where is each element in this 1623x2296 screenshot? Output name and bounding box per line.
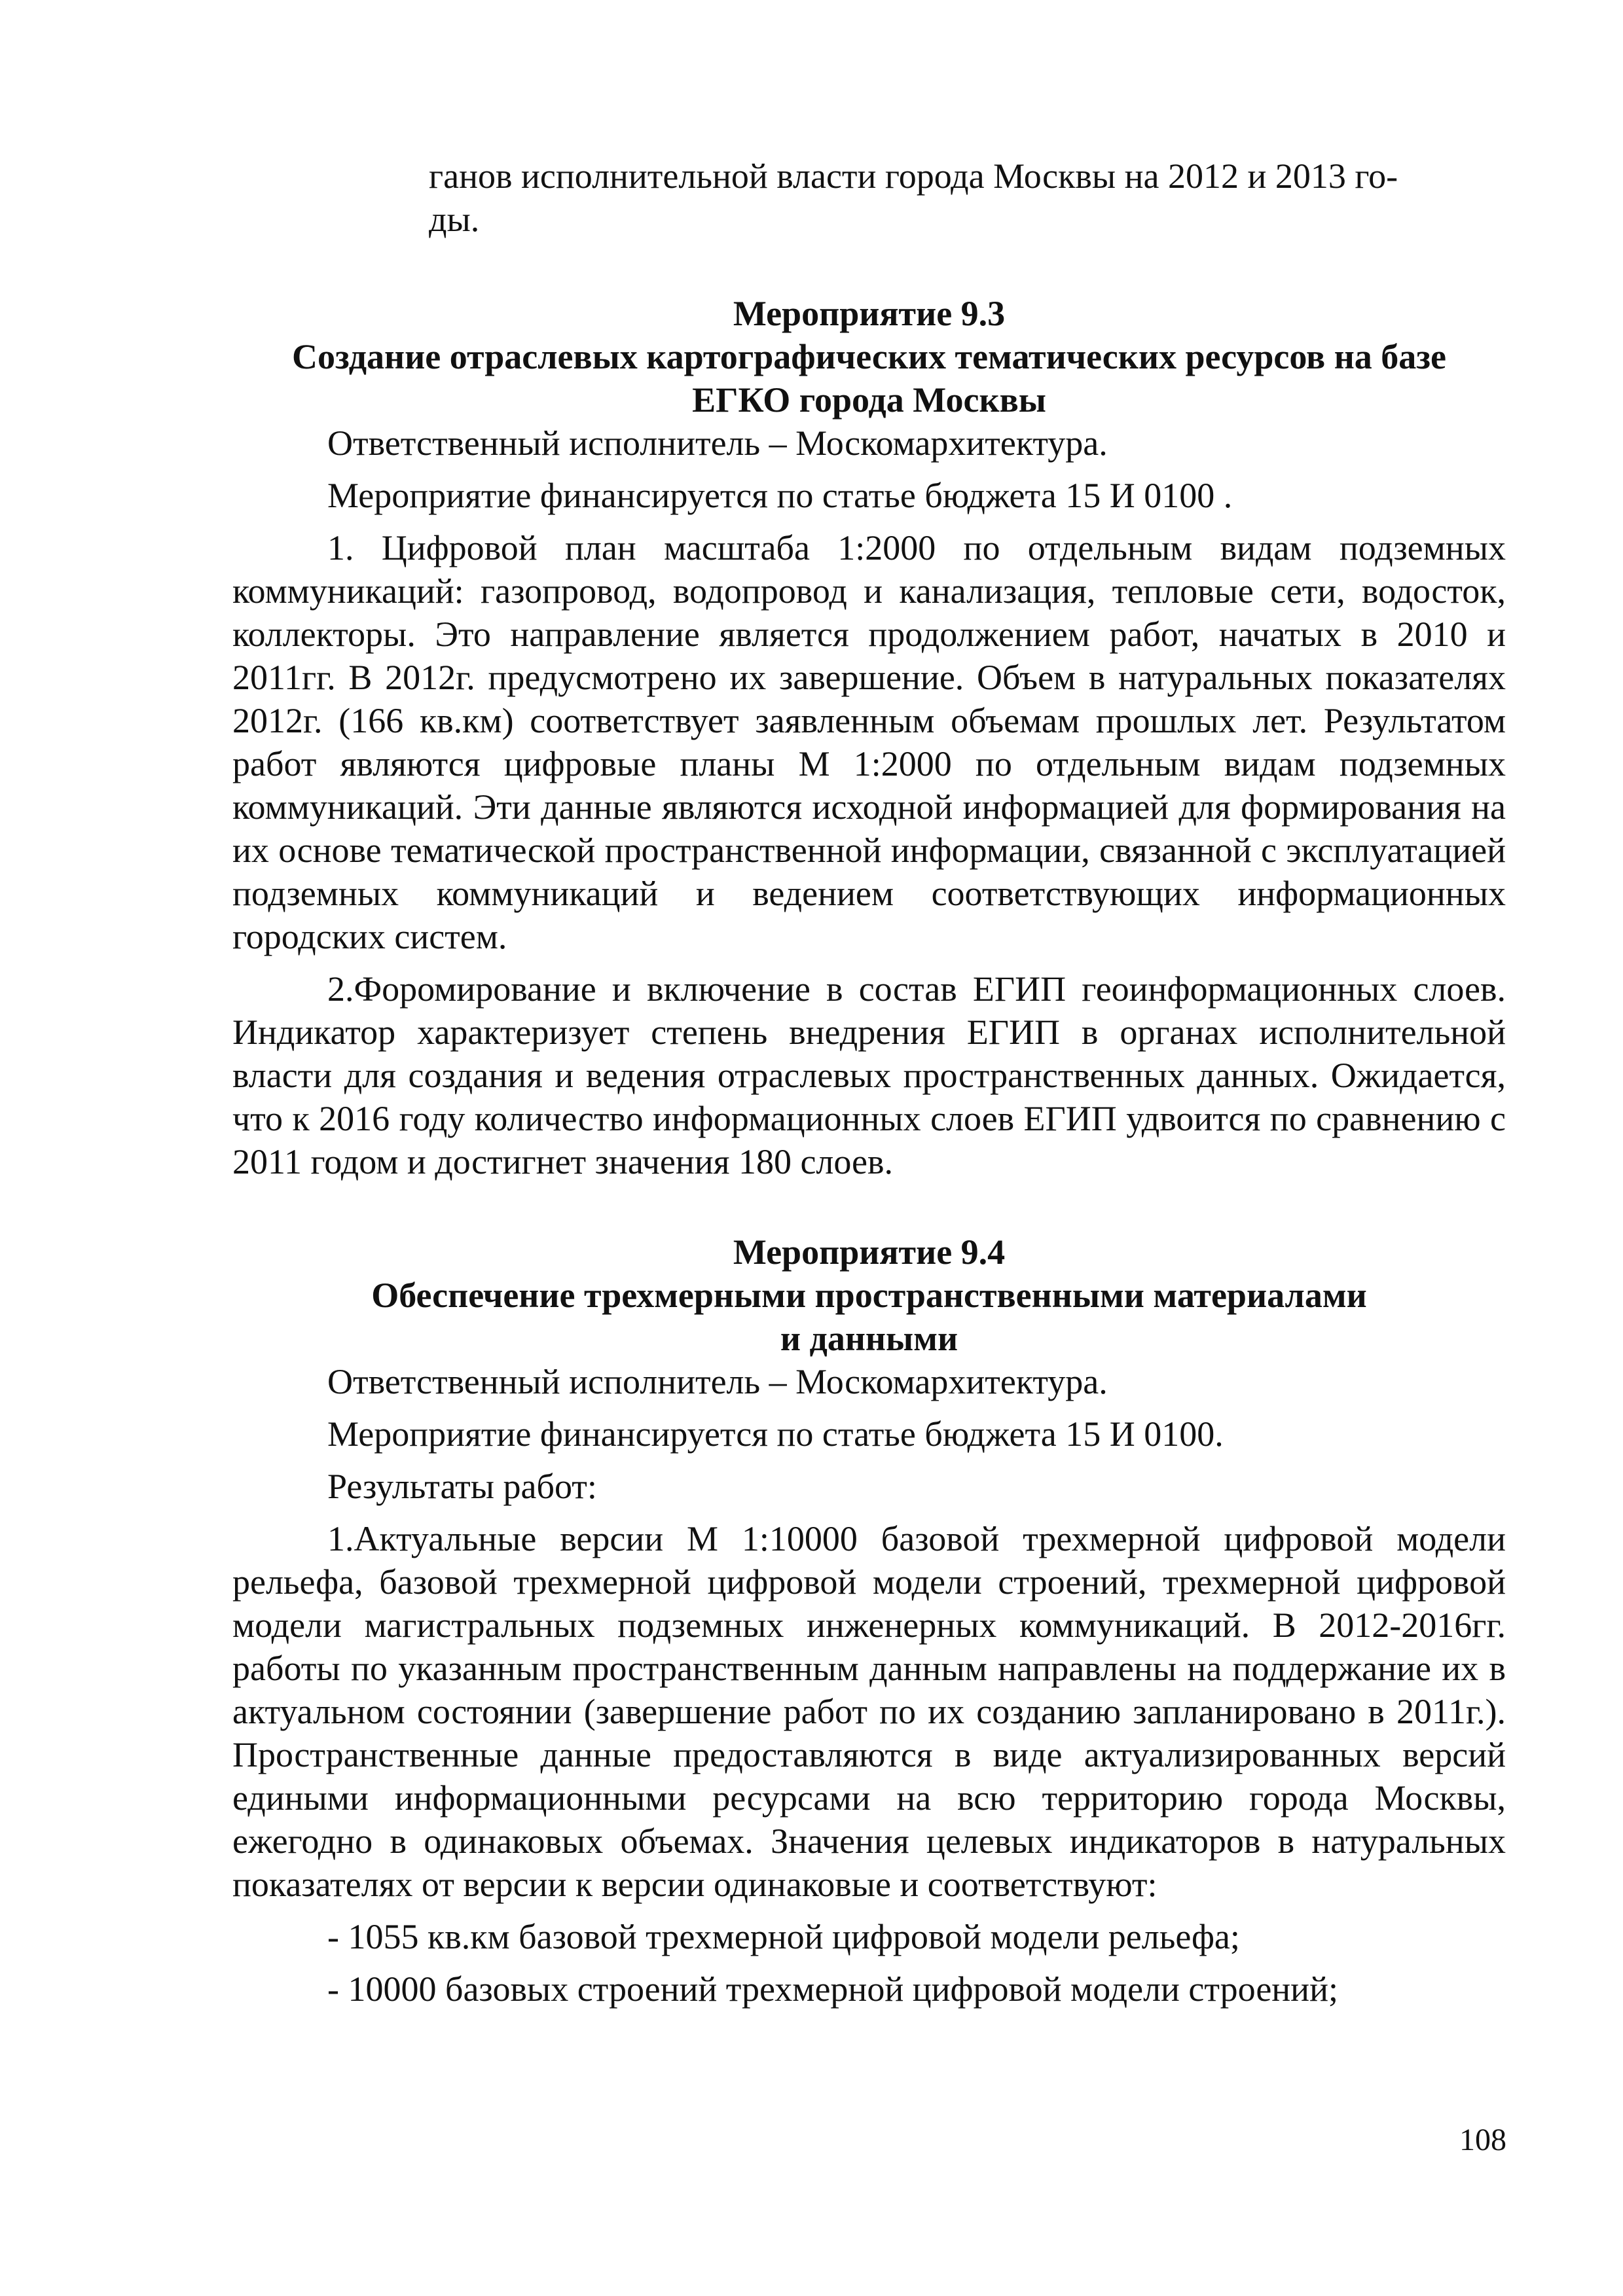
section-9-4-item-1: 1.Актуальные версии М 1:10000 базовой трехмерной цифровой модели рельефа, базовой трехмерной цифровой модели строений, трехмерной цифровой модели магистральных подземных инженерных коммуникаций. В 2012-2016гг. работы по указанным пространственным данным направлены на поддержание их в актуальном состоянии (завершение работ по их созданию запланировано в 2011г.). Пространственные данные предоставляются в виде актуализированных версий едиными информационными ресурсами на всю территорию города Москвы, ежегодно в одинаковых объемах. Значения целевых индикаторов в натуральных показателях от версии к версии одинаковые и соответствуют: (232, 1519, 1506, 1904)
section-9-4-funding: Мероприятие финансируется по статье бюджета 15 И 0100. (327, 1414, 1224, 1454)
section-9-4-responsible: Ответственный исполнитель – Москомархитектура. (327, 1362, 1108, 1401)
section-9-4-results-label: Результаты работ: (327, 1467, 597, 1506)
section-9-3-title: Мероприятие 9.3 (733, 294, 1006, 333)
section-9-3-subtitle-line-2: ЕГКО города Москвы (692, 380, 1046, 420)
section-9-3-subtitle-line-1: Создание отраслевых картографических тематических ресурсов на базе (292, 337, 1446, 376)
section-9-4-subtitle-line-1: Обеспечение трехмерными пространственными материалами (371, 1276, 1367, 1315)
section-9-4-bullet-1: - 1055 кв.км базовой трехмерной цифровой модели рельефа; (327, 1917, 1240, 1956)
section-9-4-subtitle-line-2: и данными (780, 1319, 958, 1358)
section-9-3-funding: Мероприятие финансируется по статье бюджета 15 И 0100 . (327, 476, 1233, 515)
section-9-3 (232, 292, 1506, 1183)
section-9-4 (232, 1230, 1506, 2011)
section-9-3-item-1: 1. Цифровой план масштаба 1:2000 по отдельным видам подземных коммуникаций: газопровод, водопровод и канализация, тепловые сети, водосток, коллекторы. Это направление является продолжением работ, начатых в 2010 и 2011гг. В 2012г. предусмотрено их завершение. Объем в натуральных показателях 2012г. (166 кв.км) соответствует заявленным объемам прошлых лет. Результатом работ являются цифровые планы М 1:2000 по отдельным видам подземных коммуникаций. Эти данные являются исходной информацией для формирования на их основе тематической пространственной информации, связанной с эксплуатацией подземных коммуникаций и ведением соответствующих информационных городских систем. (232, 528, 1506, 956)
page-number: 108 (1459, 2123, 1506, 2157)
section-9-3-item-2: 2.Форомирование и включение в состав ЕГИП геоинформационных слоев. Индикатор характеризует степень внедрения ЕГИП в органах исполнительной власти для создания и ведения отраслевых пространственных данных. Ожидается, что к 2016 году количество информационных слоев ЕГИП удвоится по сравнению с 2011 годом и достигнет значения 180 слоев. (232, 969, 1506, 1181)
intro-continuation (232, 154, 1506, 241)
section-9-3-responsible: Ответственный исполнитель – Москомархитектура. (327, 423, 1108, 463)
section-9-4-bullet-2: - 10000 базовых строений трехмерной цифровой модели строений; (327, 1969, 1338, 2009)
intro-line-2: ды. (429, 200, 480, 239)
intro-line-1: ганов исполнительной власти города Москвы на 2012 и 2013 го- (429, 156, 1398, 196)
section-9-4-title: Мероприятие 9.4 (733, 1232, 1006, 1272)
